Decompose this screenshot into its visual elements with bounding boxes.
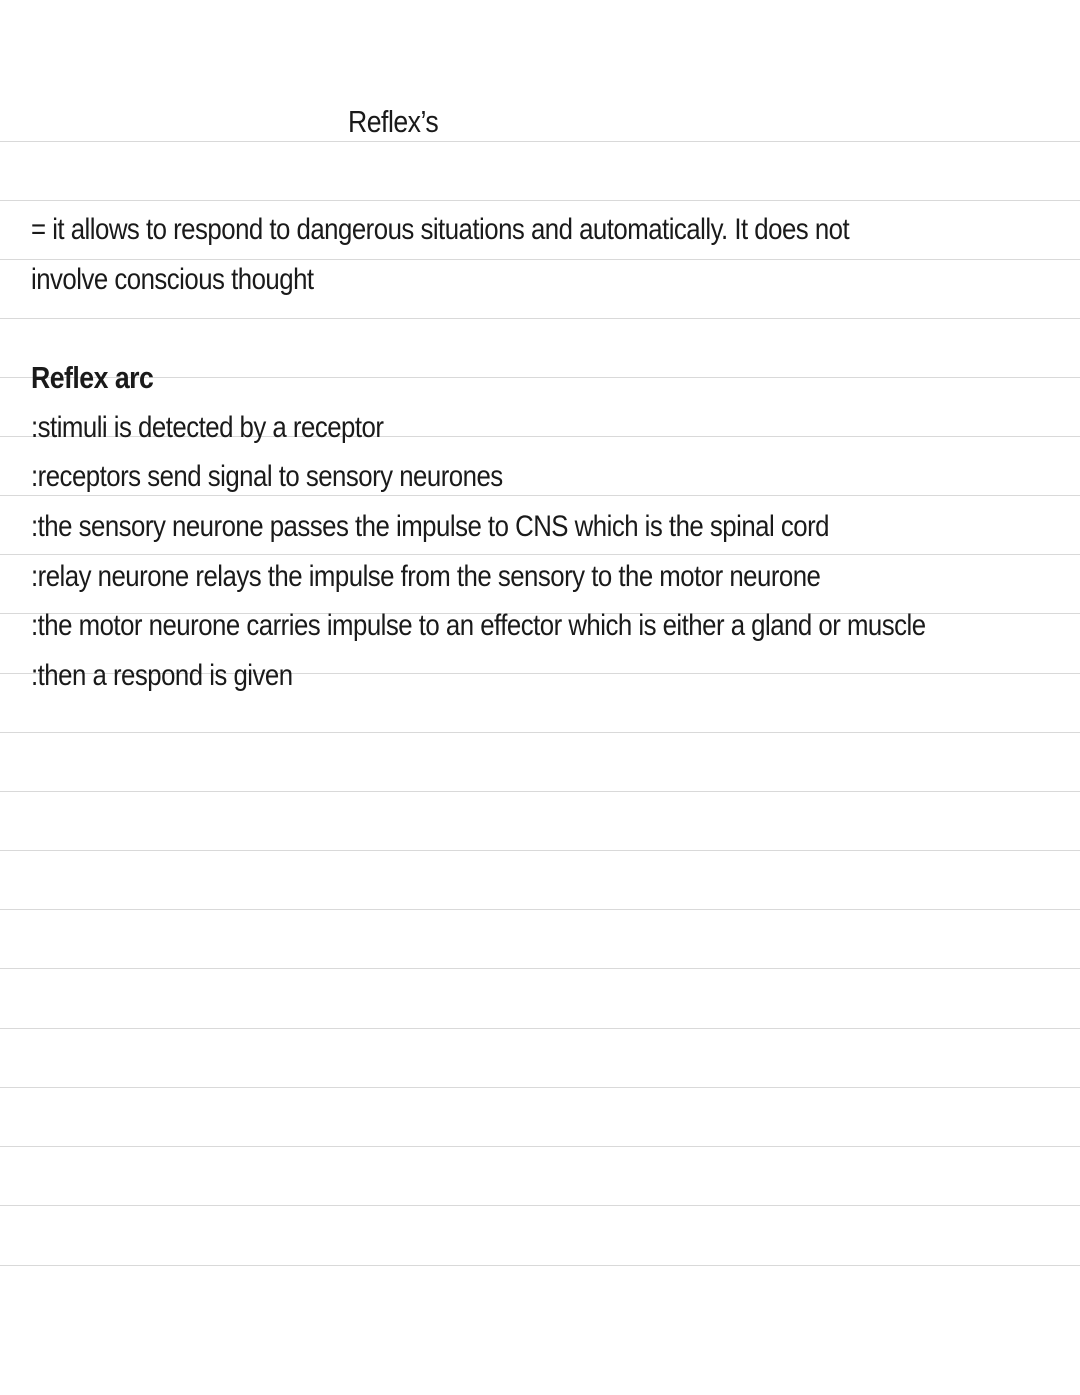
ruled-line <box>0 1028 1080 1029</box>
ruled-line <box>0 200 1080 201</box>
ruled-line <box>0 1265 1080 1266</box>
ruled-line <box>0 1146 1080 1147</box>
section-heading: Reflex arc <box>31 360 154 395</box>
definition-line: = it allows to respond to dangerous situations and automatically. It does not <box>31 213 850 246</box>
ruled-line <box>0 791 1080 792</box>
ruled-line <box>0 1087 1080 1088</box>
reflex-arc-step: :the sensory neurone passes the impulse to CNS which is the spinal cord <box>31 510 829 543</box>
reflex-arc-step: :stimuli is detected by a receptor <box>31 411 384 444</box>
ruled-line <box>0 732 1080 733</box>
definition-line: involve conscious thought <box>31 263 314 296</box>
ruled-line <box>0 377 1080 378</box>
ruled-line <box>0 1205 1080 1206</box>
ruled-line <box>0 554 1080 555</box>
ruled-line <box>0 318 1080 319</box>
ruled-line <box>0 968 1080 969</box>
ruled-line <box>0 850 1080 851</box>
ruled-line <box>0 909 1080 910</box>
ruled-line <box>0 141 1080 142</box>
reflex-arc-step: :receptors send signal to sensory neurones <box>31 460 503 493</box>
reflex-arc-step: :the motor neurone carries impulse to an effector which is either a gland or muscle <box>31 609 926 642</box>
page-title: Reflex’s <box>348 104 439 139</box>
reflex-arc-step: :then a respond is given <box>31 659 293 692</box>
reflex-arc-step: :relay neurone relays the impulse from the sensory to the motor neurone <box>31 560 821 593</box>
